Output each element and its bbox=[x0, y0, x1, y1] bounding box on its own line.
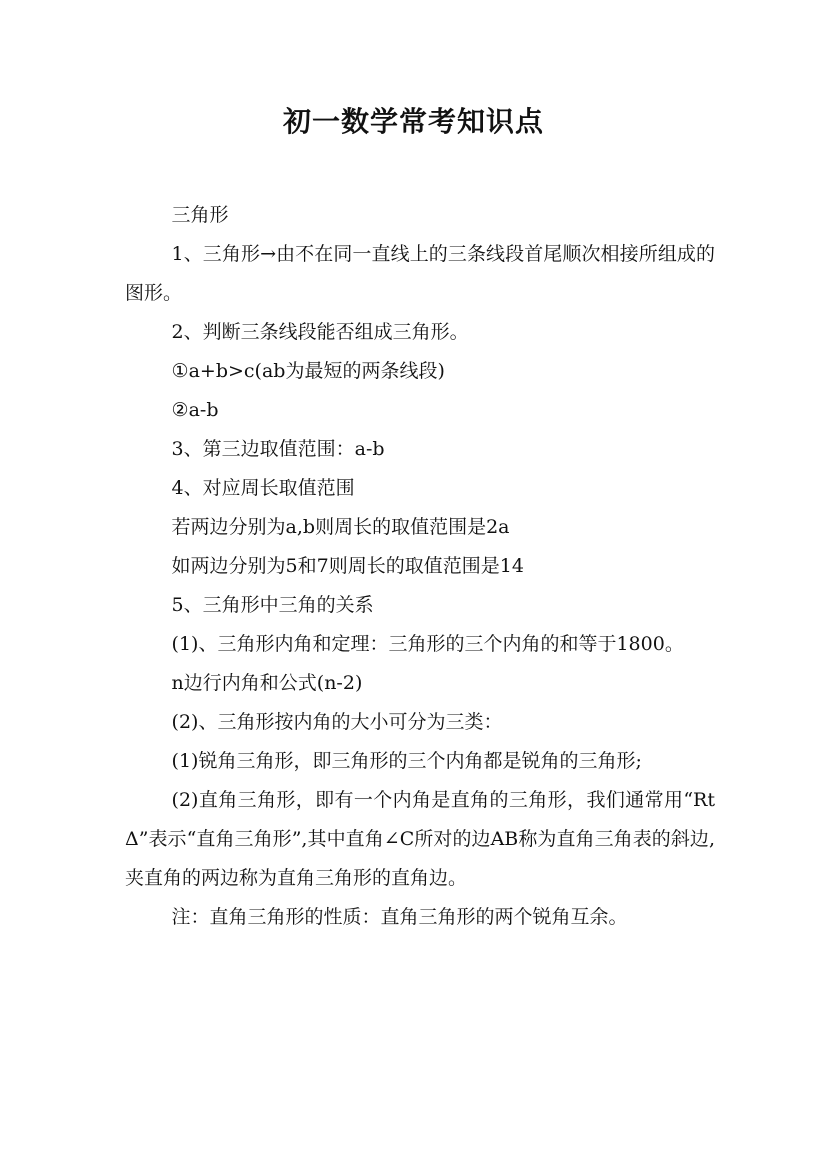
paragraph: 注：直角三角形的性质：直角三角形的两个锐角互余。 bbox=[171, 906, 628, 928]
paragraph: 2、判断三条线段能否组成三角形。 bbox=[171, 321, 469, 343]
document-body bbox=[125, 196, 715, 937]
paragraph: 1、三角形→由不在同一直线上的三条线段首尾顺次相接所组成的图形。 bbox=[125, 243, 715, 304]
paragraph: (2)、三角形按内角的大小可分为三类： bbox=[171, 711, 503, 733]
paragraph: 4、对应周长取值范围 bbox=[171, 477, 355, 499]
paragraph: 若两边分别为a,b则周长的取值范围是2a bbox=[171, 516, 510, 538]
paragraph: 3、第三边取值范围：a-b bbox=[171, 438, 385, 460]
paragraph: ①a+b>c(ab为最短的两条线段) bbox=[171, 360, 445, 382]
paragraph: (2)直角三角形，即有一个内角是直角的三角形，我们通常用“RtΔ”表示“直角三角形”,其中直角∠C所对的边AB称为直角三角表的斜边,夹直角的两边称为直角三角形的直角边。 bbox=[125, 789, 715, 889]
paragraph: 如两边分别为5和7则周长的取值范围是14 bbox=[171, 555, 524, 577]
paragraph: ②a-b bbox=[171, 399, 219, 421]
paragraph: (1)、三角形内角和定理：三角形的三个内角的和等于1800。 bbox=[171, 633, 684, 655]
document-title: 初一数学常考知识点 bbox=[282, 105, 544, 138]
paragraph: 三角形 bbox=[171, 204, 229, 226]
paragraph: 5、三角形中三角的关系 bbox=[171, 594, 374, 616]
paragraph: n边行内角和公式(n-2) bbox=[171, 672, 363, 694]
paragraph: (1)锐角三角形，即三角形的三个内角都是锐角的三角形; bbox=[171, 750, 642, 772]
